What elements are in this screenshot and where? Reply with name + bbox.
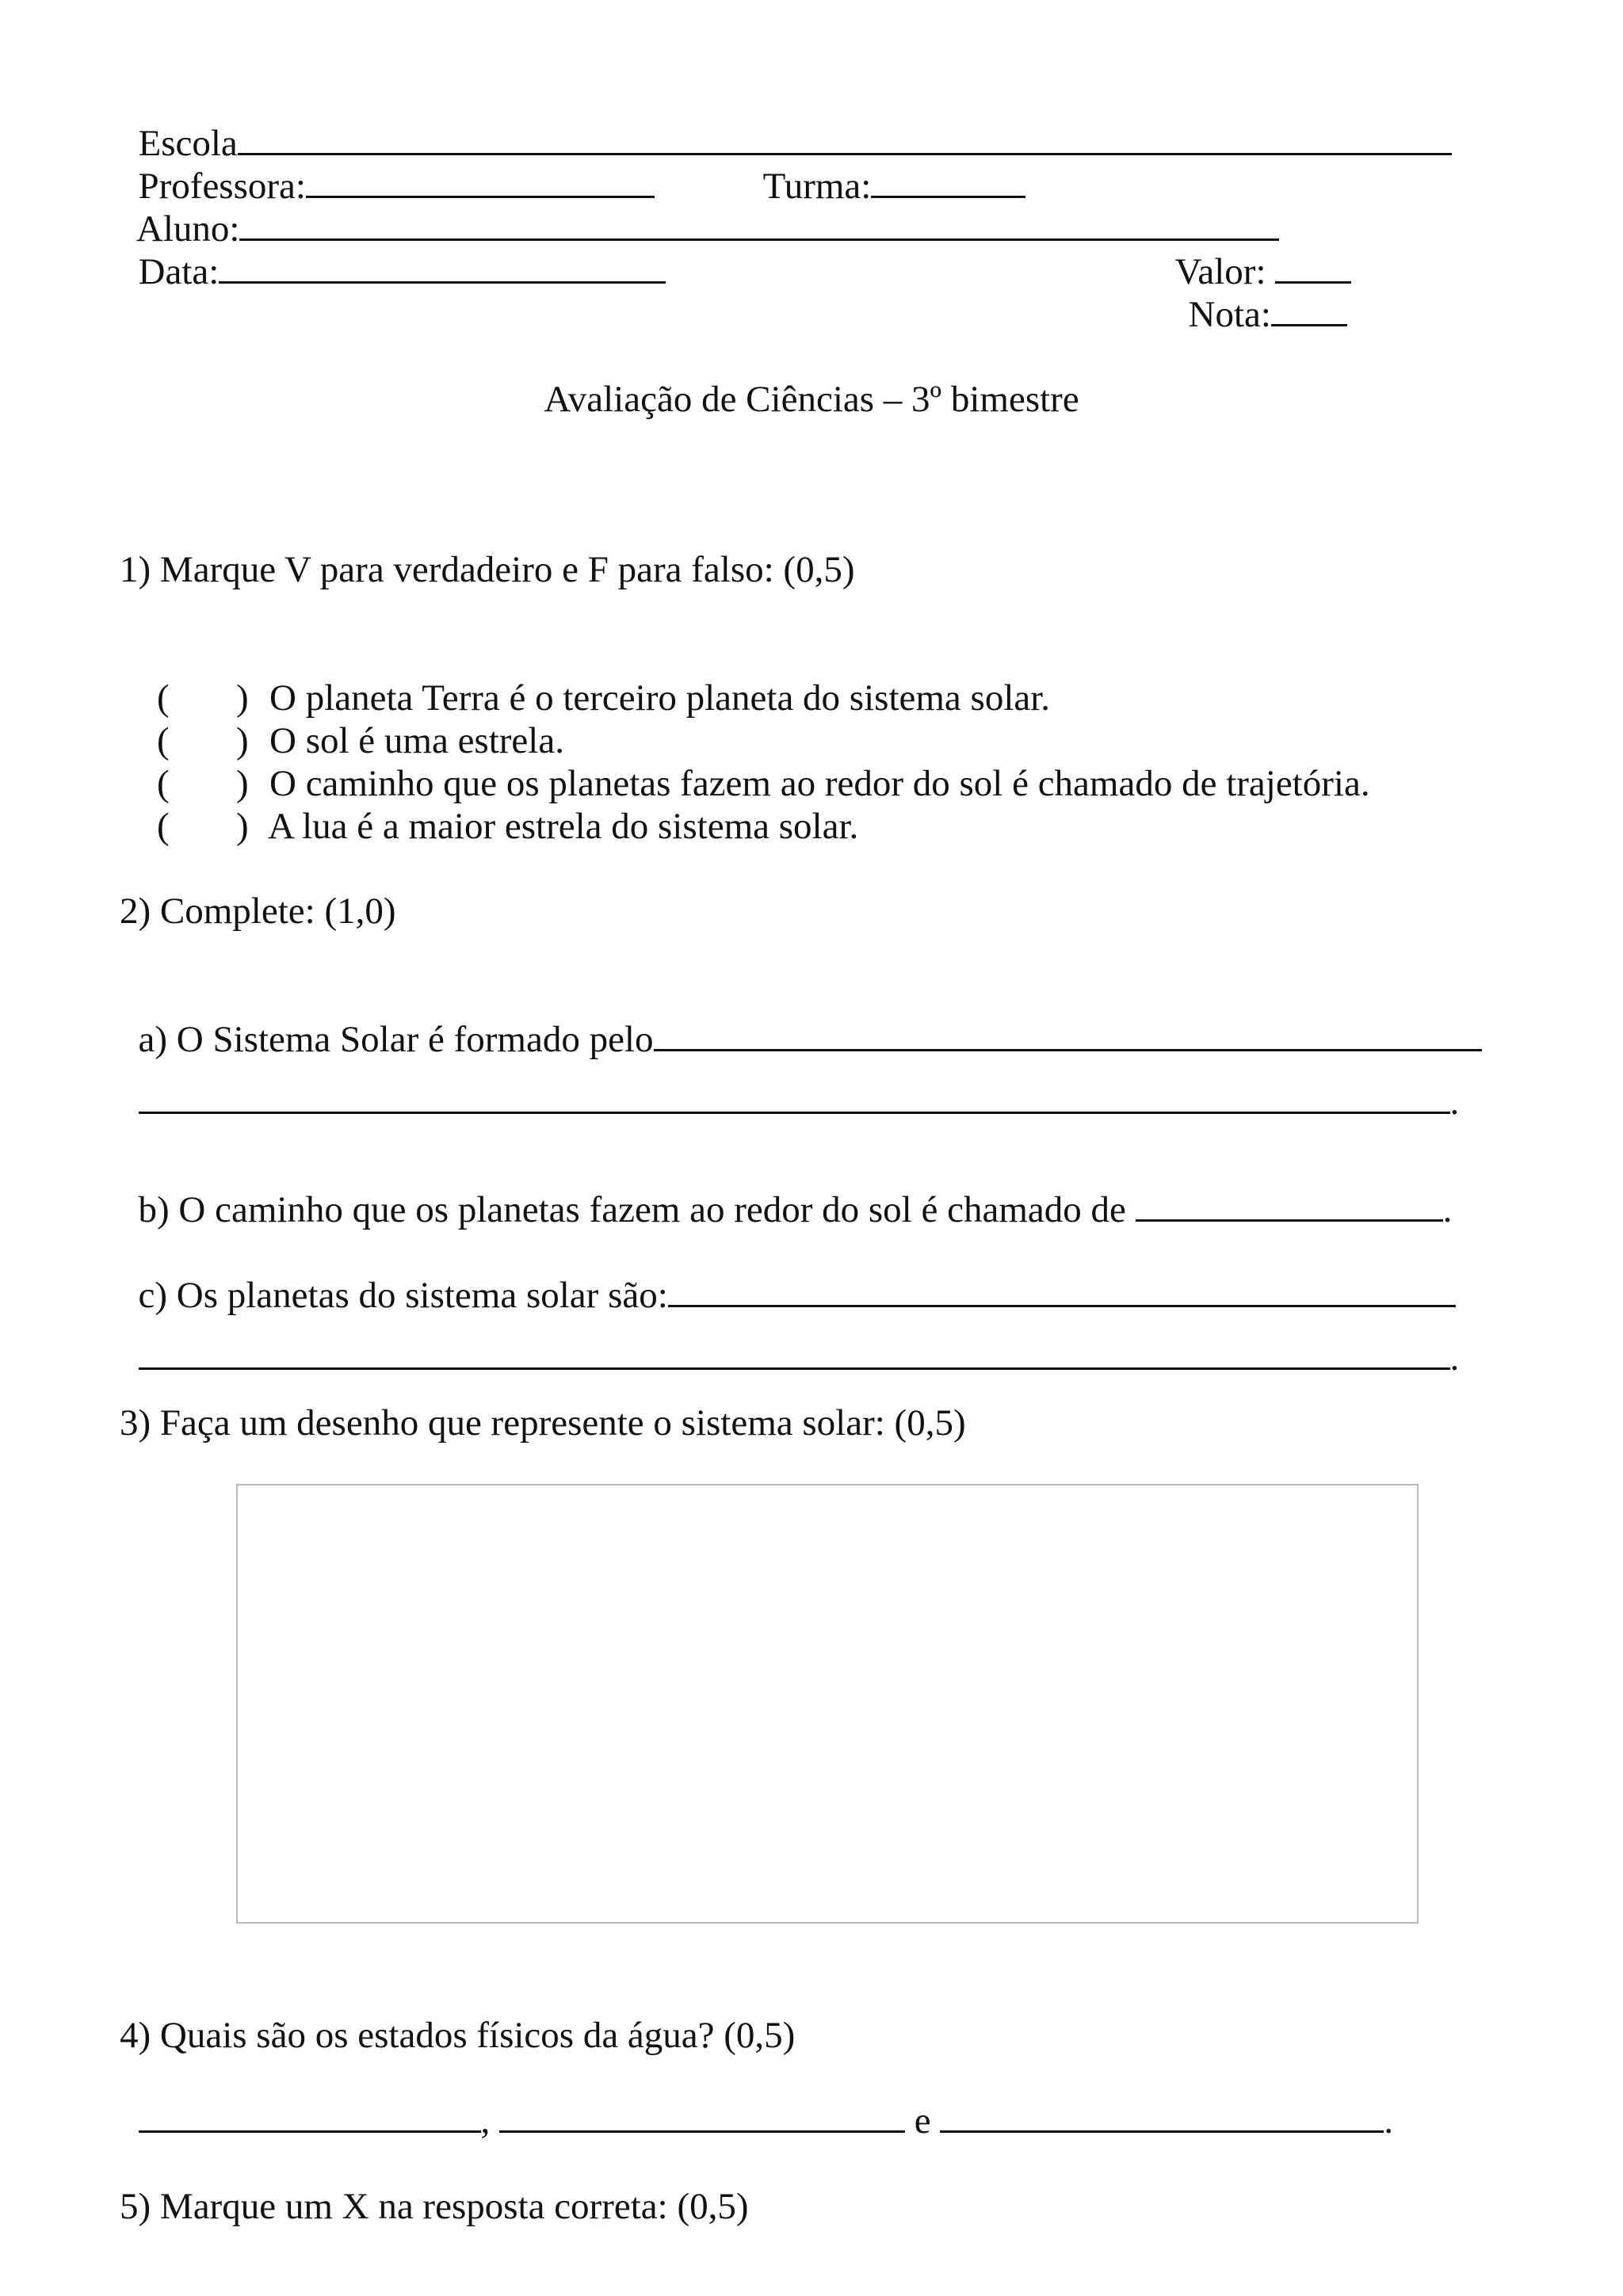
q1-prompt: 1) Marque V para verdadeiro e F para falso: (0,5) (120, 549, 855, 590)
q1-answer-box[interactable]: ) (236, 806, 249, 847)
q2b-line (120, 1146, 1452, 1231)
q4-prompt: 4) Quais são os estados físicos da água? (0,5) (120, 2015, 796, 2056)
q2b-field[interactable] (1136, 1189, 1443, 1222)
q1-answer-box[interactable]: ) (236, 677, 249, 719)
value-label: Valor: (1174, 251, 1266, 292)
class-label: Turma: (762, 166, 872, 207)
q2a-period: . (1449, 1081, 1460, 1123)
q2c-text: c) Os planetas do sistema solar são: (138, 1275, 668, 1316)
q2a-text: a) O Sistema Solar é formado pelo (138, 1019, 654, 1060)
q1-item (120, 762, 858, 891)
q2b-period: . (1442, 1189, 1453, 1230)
q2a-field-continued[interactable] (139, 1081, 1450, 1114)
q4-answer-line (120, 2057, 1393, 2142)
student-label: Aluno: (136, 208, 240, 250)
q1-open-paren: ( (157, 806, 170, 847)
q1-answer-box[interactable]: ) (236, 763, 249, 804)
q1-answer-box[interactable]: ) (236, 720, 249, 761)
q2a-continuation (120, 1038, 1459, 1123)
q4-and: e (914, 2100, 931, 2142)
q1-open-paren: ( (157, 763, 170, 804)
q4-field-2[interactable] (499, 2100, 905, 2133)
drawing-area[interactable] (236, 1484, 1419, 1924)
school-label: Escola (138, 123, 238, 164)
q2-prompt: 2) Complete: (1,0) (120, 891, 396, 932)
q2c-continuation (120, 1294, 1459, 1379)
date-label: Data: (138, 251, 220, 292)
q1-item-text: O planeta Terra é o terceiro planeta do sistema solar. (269, 677, 1051, 719)
grade-line (1170, 250, 1347, 336)
grade-label: Nota: (1188, 294, 1271, 335)
q2b-text: b) O caminho que os planetas fazem ao redor do sol é chamado de (138, 1189, 1126, 1230)
teacher-label: Professora: (138, 166, 306, 207)
date-line (120, 208, 666, 293)
q4-comma: , (480, 2100, 491, 2142)
q1-open-paren: ( (157, 677, 170, 719)
q5-prompt: 5) Marque um X na resposta correta: (0,5) (120, 2186, 749, 2227)
q1-open-paren: ( (157, 720, 170, 761)
date-field[interactable] (219, 251, 666, 284)
q4-period: . (1384, 2100, 1394, 2142)
q3-prompt: 3) Faça um desenho que represente o sistema solar: (0,5) (120, 1402, 966, 1444)
q4-field-3[interactable] (940, 2100, 1384, 2133)
q4-field-1[interactable] (139, 2100, 481, 2133)
grade-field[interactable] (1271, 294, 1347, 326)
q2c-field-continued[interactable] (139, 1337, 1450, 1370)
page-title: Avaliação de Ciências – 3º bimestre (544, 379, 1079, 420)
q1-item-text: O caminho que os planetas fazem ao redor do sol é chamado de trajetória. (269, 763, 1370, 804)
q1-item-text: A lua é a maior estrela do sistema solar. (268, 806, 859, 847)
q2c-period: . (1449, 1337, 1460, 1379)
q1-item-text: O sol é uma estrela. (269, 720, 564, 761)
